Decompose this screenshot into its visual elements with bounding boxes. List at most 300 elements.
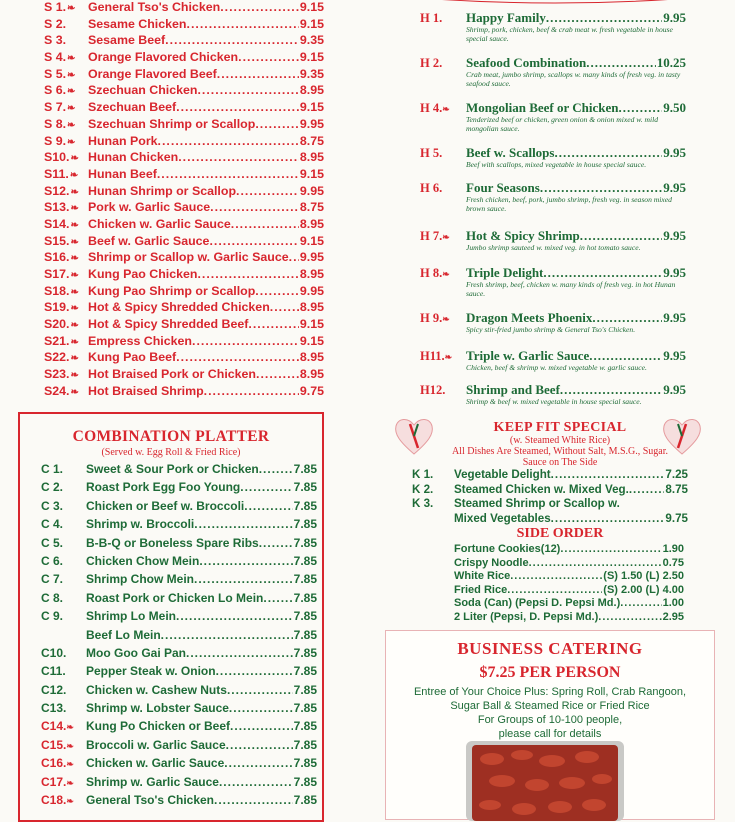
item-name: Shrimp Chow Mein	[86, 572, 194, 587]
item-price: 9.75	[299, 383, 324, 398]
side-order-title: SIDE ORDER	[516, 526, 604, 541]
dot-leader	[255, 117, 299, 131]
hot-pepper-icon: ❧	[67, 119, 76, 131]
dot-leader	[224, 756, 292, 770]
menu-item	[41, 664, 317, 682]
item-name: Moo Goo Gai Pan	[86, 645, 187, 660]
menu-item	[41, 793, 317, 811]
dot-leader	[629, 483, 665, 496]
item-price: 9.95	[663, 348, 686, 363]
item-name: Hunan Chicken	[88, 150, 179, 165]
item-price: 8.75	[665, 482, 688, 496]
hot-pepper-icon: ❧	[442, 314, 450, 324]
menu-item	[44, 350, 324, 367]
item-code: S 3.	[44, 33, 67, 48]
dot-leader	[217, 67, 299, 81]
item-price: 9.95	[663, 382, 686, 397]
menu-item	[41, 517, 317, 535]
item-name: Shrimp and Beef	[466, 382, 560, 397]
dot-leader	[256, 367, 299, 381]
item-description: Fresh chicken, beef, pork, jumbo shrimp, fresh veg. in season mixed brown sauce.	[466, 195, 672, 213]
item-code: S 5.❧	[44, 66, 76, 81]
item-name: General Tso's Chicken	[88, 0, 221, 14]
house-special-item	[420, 348, 686, 373]
item-code: H 1.	[420, 11, 443, 25]
item-description: Beef with scallops, mixed vegetable in house special sauce.	[466, 160, 647, 169]
item-name: Chicken Chow Mein	[86, 553, 200, 568]
item-price: 8.95	[299, 367, 324, 382]
dot-leader	[580, 228, 662, 244]
combination-title: COMBINATION PLATTER	[72, 428, 270, 445]
item-code: S11.❧	[44, 166, 79, 181]
dot-leader	[187, 17, 299, 31]
item-price: 7.85	[293, 719, 317, 734]
item-price: 9.15	[299, 333, 324, 348]
dot-leader	[507, 584, 602, 596]
combination-subtitle: (Served w. Egg Roll & Fried Rice)	[101, 447, 241, 458]
house-special-item	[420, 228, 686, 253]
item-description: Tenderized beef or chicken, green onion & onion mixed w. mild mongolian sauce.	[466, 115, 659, 133]
menu-item	[454, 597, 684, 611]
item-code: S 7.❧	[44, 100, 76, 115]
item-code: C16.❧	[41, 756, 74, 771]
hot-pepper-icon: ❧	[69, 169, 79, 181]
menu-item	[44, 17, 324, 34]
item-price: 7.85	[293, 609, 317, 624]
item-code: C 5.	[41, 535, 64, 550]
item-name: Hot Braised Pork or Chicken	[88, 367, 257, 382]
item-name: Vegetable Delight	[454, 468, 551, 481]
dot-leader	[510, 570, 602, 582]
item-price: 7.25	[665, 468, 688, 481]
item-name: Shrimp w. Garlic Sauce	[86, 774, 219, 789]
menu-item	[44, 33, 324, 50]
menu-item	[41, 701, 317, 719]
house-special-row	[420, 348, 686, 364]
item-description: Jumbo shrimp sauteed w. mixed veg. in hot tomato sauce.	[466, 243, 641, 252]
dot-leader	[219, 775, 293, 789]
item-price: 9.95	[299, 283, 324, 298]
item-price: 8.75	[299, 200, 324, 215]
dot-leader	[220, 0, 299, 14]
item-code: S16.❧	[44, 250, 79, 265]
item-name: Hot & Spicy Shrimp	[466, 228, 580, 243]
hot-pepper-icon: ❧	[70, 370, 79, 382]
keep-fit-title: KEEP FIT SPECIAL	[493, 420, 627, 435]
item-name: Fried Rice	[454, 583, 508, 596]
dot-leader	[227, 683, 293, 697]
item-code: H 2.	[420, 56, 443, 70]
item-price: 8.95	[299, 83, 324, 98]
item-price: 9.95	[663, 10, 686, 25]
item-code: C15.❧	[41, 737, 74, 752]
item-description: Chicken, beef & shrimp w. mixed vegetable w. garlic sauce.	[466, 363, 647, 372]
combination-list	[41, 462, 317, 811]
item-name: Szechuan Shrimp or Scallop	[88, 116, 256, 131]
dot-leader	[161, 628, 293, 642]
item-price: 7.85	[293, 535, 317, 550]
dot-leader	[238, 50, 299, 64]
dot-leader	[194, 572, 293, 586]
hot-pepper-icon: ❧	[66, 722, 74, 733]
item-name: Orange Flavored Chicken	[88, 50, 239, 65]
hot-pepper-icon: ❧	[66, 740, 74, 751]
house-special-row	[420, 180, 686, 196]
item-price: 7.85	[293, 627, 317, 642]
item-code: C13.	[41, 701, 67, 716]
item-code: S21.❧	[44, 333, 79, 348]
item-name: Triple Delight	[466, 265, 544, 280]
menu-item	[41, 775, 317, 793]
item-code: S 1.❧	[44, 0, 76, 14]
dot-leader	[540, 180, 662, 196]
item-price: 9.95	[663, 310, 686, 325]
item-code: H 9.❧	[420, 311, 450, 325]
item-price: 9.15	[299, 100, 324, 115]
item-price: 8.95	[299, 300, 324, 315]
hot-pepper-icon: ❧	[67, 136, 76, 148]
menu-item	[454, 557, 684, 571]
item-name: 2 Liter (Pepsi, D. Pepsi Md.)	[454, 610, 599, 623]
menu-item	[41, 499, 317, 517]
dot-leader	[199, 554, 292, 568]
menu-item	[44, 100, 324, 117]
menu-item	[44, 217, 324, 234]
item-code: S23.❧	[44, 367, 79, 382]
dot-leader	[598, 611, 661, 623]
item-description: Shrimp, pork, chicken, beef & crab meat w. fresh vegetable in house special sauce.	[466, 25, 673, 43]
item-price: 1.00	[662, 597, 684, 610]
item-name: Broccoli w. Garlic Sauce	[86, 737, 226, 752]
dot-leader	[244, 499, 292, 513]
hot-pepper-icon: ❧	[70, 353, 79, 365]
house-special-item	[420, 265, 686, 298]
catering-price: $7.25 PER PERSON	[479, 664, 621, 681]
menu-item	[44, 67, 324, 84]
hot-pepper-icon: ❧	[70, 219, 79, 231]
item-name: B-B-Q or Boneless Spare Ribs	[86, 535, 259, 550]
item-name: Chicken or Beef w. Broccoli	[86, 498, 245, 513]
item-price: (S) 1.50 (L) 2.50	[603, 570, 684, 583]
menu-item	[454, 543, 684, 557]
menu-item	[44, 117, 324, 134]
item-price: 8.95	[299, 350, 324, 365]
menu-item	[41, 480, 317, 498]
item-price: (S) 2.00 (L) 4.00	[603, 583, 684, 596]
item-name: Roast Pork or Chicken Lo Mein	[86, 590, 264, 605]
item-name: Pork w. Garlic Sauce	[88, 200, 211, 215]
item-code: C18.❧	[41, 793, 74, 808]
item-code: S14.❧	[44, 216, 79, 231]
item-code: S 6.❧	[44, 83, 76, 98]
dot-leader	[216, 664, 293, 678]
dot-leader	[589, 348, 662, 364]
hot-pepper-icon: ❧	[444, 352, 453, 362]
dot-leader	[560, 382, 662, 398]
item-price: 7.85	[293, 480, 317, 495]
menu-item	[41, 462, 317, 480]
menu-item	[412, 483, 688, 498]
hot-pepper-icon: ❧	[70, 253, 79, 265]
catering-tray-photo	[462, 739, 628, 821]
item-name: Happy Family	[466, 10, 546, 25]
house-special-item	[420, 145, 686, 170]
menu-item	[412, 512, 688, 527]
dot-leader	[236, 184, 299, 198]
hot-pepper-icon: ❧	[66, 777, 74, 788]
menu-item	[41, 683, 317, 701]
item-name: White Rice	[454, 570, 511, 583]
item-name: Szechuan Beef	[88, 100, 177, 115]
hot-pepper-icon: ❧	[70, 386, 79, 398]
item-code: S12.❧	[44, 183, 79, 198]
menu-item	[44, 134, 324, 151]
item-code: S 2.	[44, 16, 67, 31]
dot-leader	[231, 217, 299, 231]
item-price: 7.85	[293, 498, 317, 513]
dot-leader	[619, 100, 663, 116]
item-name: Sweet & Sour Pork or Chicken	[86, 462, 259, 476]
hot-pepper-icon: ❧	[442, 269, 450, 279]
menu-item	[41, 646, 317, 664]
menu-item	[44, 83, 324, 100]
item-price: 9.75	[665, 511, 688, 525]
item-code: S20.❧	[44, 317, 79, 332]
item-price: 9.95	[663, 265, 686, 280]
item-description: Spicy stir-fried jumbo shrimp & General Tso's Chicken.	[466, 325, 636, 334]
house-special-row	[420, 100, 686, 116]
keep-fit-list	[412, 468, 688, 526]
hot-pepper-icon: ❧	[442, 104, 450, 114]
house-special-row	[420, 145, 686, 161]
dot-leader	[259, 462, 293, 476]
dot-leader	[240, 480, 292, 494]
keep-fit-note: All Dishes Are Steamed, Without Salt, M.S.G., Sugar.	[451, 446, 669, 457]
hot-pepper-icon: ❧	[70, 236, 79, 248]
dot-leader	[176, 609, 293, 623]
menu-item	[41, 572, 317, 590]
item-name: Mixed Vegetables	[454, 511, 551, 525]
house-special-item	[420, 382, 686, 407]
dot-leader	[176, 350, 299, 364]
dot-leader	[230, 719, 293, 733]
menu-item	[454, 570, 684, 584]
item-price: 7.85	[293, 664, 317, 679]
item-code: S13.❧	[44, 200, 79, 215]
hot-pepper-icon: ❧	[70, 270, 79, 281]
item-price: 9.35	[299, 33, 324, 48]
menu-item	[41, 628, 317, 646]
item-price: 2.95	[662, 610, 684, 623]
item-name: Hunan Beef	[88, 166, 157, 181]
hot-pepper-icon: ❧	[70, 186, 79, 198]
item-price: 7.85	[293, 590, 317, 605]
hot-pepper-icon: ❧	[67, 103, 76, 115]
item-name: Kung Pao Chicken	[88, 267, 198, 281]
item-price: 7.85	[293, 774, 317, 789]
hot-pepper-icon: ❧	[67, 53, 76, 65]
menu-item	[44, 150, 324, 167]
dot-leader	[586, 55, 655, 71]
item-price: 7.85	[293, 572, 317, 587]
item-name: Orange Flavored Beef	[88, 66, 217, 81]
side-order-list	[454, 543, 684, 625]
dot-leader	[620, 597, 661, 609]
item-name: Beef w. Scallops	[466, 145, 555, 160]
item-code: S10.❧	[44, 150, 79, 165]
menu-item	[44, 234, 324, 251]
hot-pepper-icon: ❧	[67, 86, 76, 98]
item-name: Shrimp Lo Mein	[86, 609, 176, 624]
item-price: 7.85	[293, 756, 317, 771]
dot-leader	[197, 267, 298, 281]
dot-leader	[289, 250, 299, 264]
hot-pepper-icon: ❧	[66, 796, 74, 807]
business-catering-box	[385, 630, 715, 820]
menu-item	[44, 384, 324, 401]
item-name: Chicken w. Garlic Sauce	[86, 756, 225, 771]
menu-item	[44, 317, 324, 334]
item-name: Chicken w. Garlic Sauce	[88, 216, 231, 231]
item-name: Dragon Meets Phoenix	[466, 310, 593, 325]
item-price: 7.85	[293, 645, 317, 660]
item-name: Shrimp or Scallop w. Garlic Sauce	[88, 250, 289, 265]
item-code: C 4.	[41, 517, 64, 532]
item-name: Hot & Spicy Shredded Beef	[88, 317, 249, 332]
item-name: Pepper Steak w. Onion	[86, 664, 216, 679]
hot-pepper-icon: ❧	[70, 336, 79, 348]
item-code: K 1.	[412, 468, 434, 481]
item-name: Triple w. Garlic Sauce	[466, 348, 590, 363]
item-name: Sesame Beef	[88, 33, 166, 48]
item-code: H12.	[420, 383, 446, 397]
item-code: H 7.❧	[420, 229, 450, 243]
dot-leader	[194, 517, 292, 531]
item-name: Steamed Chicken w. Mixed Veg.	[454, 482, 629, 496]
item-price: 7.85	[293, 682, 317, 697]
dot-leader	[176, 100, 299, 114]
item-price: 9.15	[299, 16, 324, 31]
item-code: H11.❧	[420, 349, 453, 363]
item-code: S19.❧	[44, 300, 79, 315]
dot-leader	[209, 234, 298, 248]
item-code: C 7.	[41, 572, 64, 587]
item-code: S 4.❧	[44, 50, 76, 65]
item-code: S24.❧	[44, 383, 79, 398]
menu-item	[44, 0, 324, 17]
dot-leader	[157, 167, 299, 181]
house-special-row	[420, 228, 686, 244]
hot-pepper-icon: ❧	[70, 203, 79, 215]
menu-item	[44, 50, 324, 67]
combination-platter-box	[18, 412, 324, 822]
house-special-row	[420, 382, 686, 398]
item-price: 8.95	[299, 267, 324, 281]
item-price: 9.15	[299, 317, 324, 332]
dot-leader	[204, 384, 299, 398]
menu-item	[41, 609, 317, 627]
house-special-item	[420, 310, 686, 335]
menu-item	[41, 554, 317, 572]
menu-item	[44, 184, 324, 201]
item-price: 9.95	[299, 183, 324, 198]
hot-pepper-icon: ❧	[67, 3, 76, 14]
dot-leader	[560, 543, 661, 555]
menu-item	[44, 300, 324, 317]
special-list	[44, 0, 324, 401]
item-name: Hunan Shrimp or Scallop	[88, 183, 237, 198]
house-special-row	[420, 310, 686, 326]
item-name: Shrimp w. Lobster Sauce	[86, 701, 229, 716]
item-code: S 9.❧	[44, 133, 76, 148]
house-special-row	[420, 55, 686, 71]
catering-title: BUSINESS CATERING	[457, 639, 643, 658]
cropped-heading-arc	[420, 0, 690, 6]
item-code: C 9.	[41, 609, 64, 624]
item-name: Four Seasons	[466, 180, 540, 195]
item-name: Hunan Pork	[88, 133, 158, 148]
menu-item	[41, 591, 317, 609]
item-name: General Tso's Chicken	[86, 793, 215, 808]
item-price: 9.95	[663, 145, 686, 160]
item-price: 0.75	[662, 556, 684, 569]
menu-item	[44, 167, 324, 184]
item-code: C 1.	[41, 462, 64, 476]
item-price: 10.25	[656, 55, 686, 70]
item-name: Kung Po Chicken or Beef	[86, 719, 231, 734]
item-name: Soda (Can) (Pepsi D. Pepsi Md.)	[454, 597, 621, 610]
item-name: Mongolian Beef or Chicken	[466, 100, 619, 115]
catering-line: For Groups of 10-100 people,	[477, 714, 623, 726]
house-special-item	[420, 10, 686, 43]
item-code: C 8.	[41, 590, 64, 605]
menu-item	[44, 250, 324, 267]
dot-leader	[255, 284, 299, 298]
item-code: H 6.	[420, 181, 443, 195]
dot-leader	[192, 334, 299, 348]
item-code: C10.	[41, 645, 67, 660]
hot-pepper-icon: ❧	[70, 286, 79, 298]
menu-item	[44, 200, 324, 217]
menu-item	[412, 468, 688, 483]
menu-item	[412, 497, 688, 512]
hot-pepper-icon: ❧	[67, 69, 76, 81]
dot-leader	[158, 134, 299, 148]
item-price: 7.85	[293, 517, 317, 532]
menu-item	[41, 738, 317, 756]
item-name: Kung Pao Shrimp or Scallop	[88, 283, 256, 298]
item-code: C11.	[41, 664, 66, 679]
item-price: 8.75	[299, 133, 324, 148]
house-special-row	[420, 10, 686, 26]
item-price: 7.85	[293, 462, 317, 476]
dot-leader	[543, 265, 662, 281]
item-price: 8.95	[299, 216, 324, 231]
item-code: S15.❧	[44, 233, 79, 248]
item-price: 9.15	[299, 0, 324, 14]
item-price: 9.95	[663, 228, 686, 243]
menu-item	[41, 756, 317, 774]
item-code: K 3.	[412, 497, 434, 510]
item-name: Roast Pork Egg Foo Young	[86, 480, 241, 495]
item-price: 1.90	[662, 543, 684, 555]
item-price: 7.85	[293, 553, 317, 568]
item-code: S17.❧	[44, 267, 79, 281]
item-code: S 8.❧	[44, 116, 76, 131]
item-price: 9.15	[299, 50, 324, 65]
menu-item	[41, 536, 317, 554]
item-price: 8.95	[299, 150, 324, 165]
